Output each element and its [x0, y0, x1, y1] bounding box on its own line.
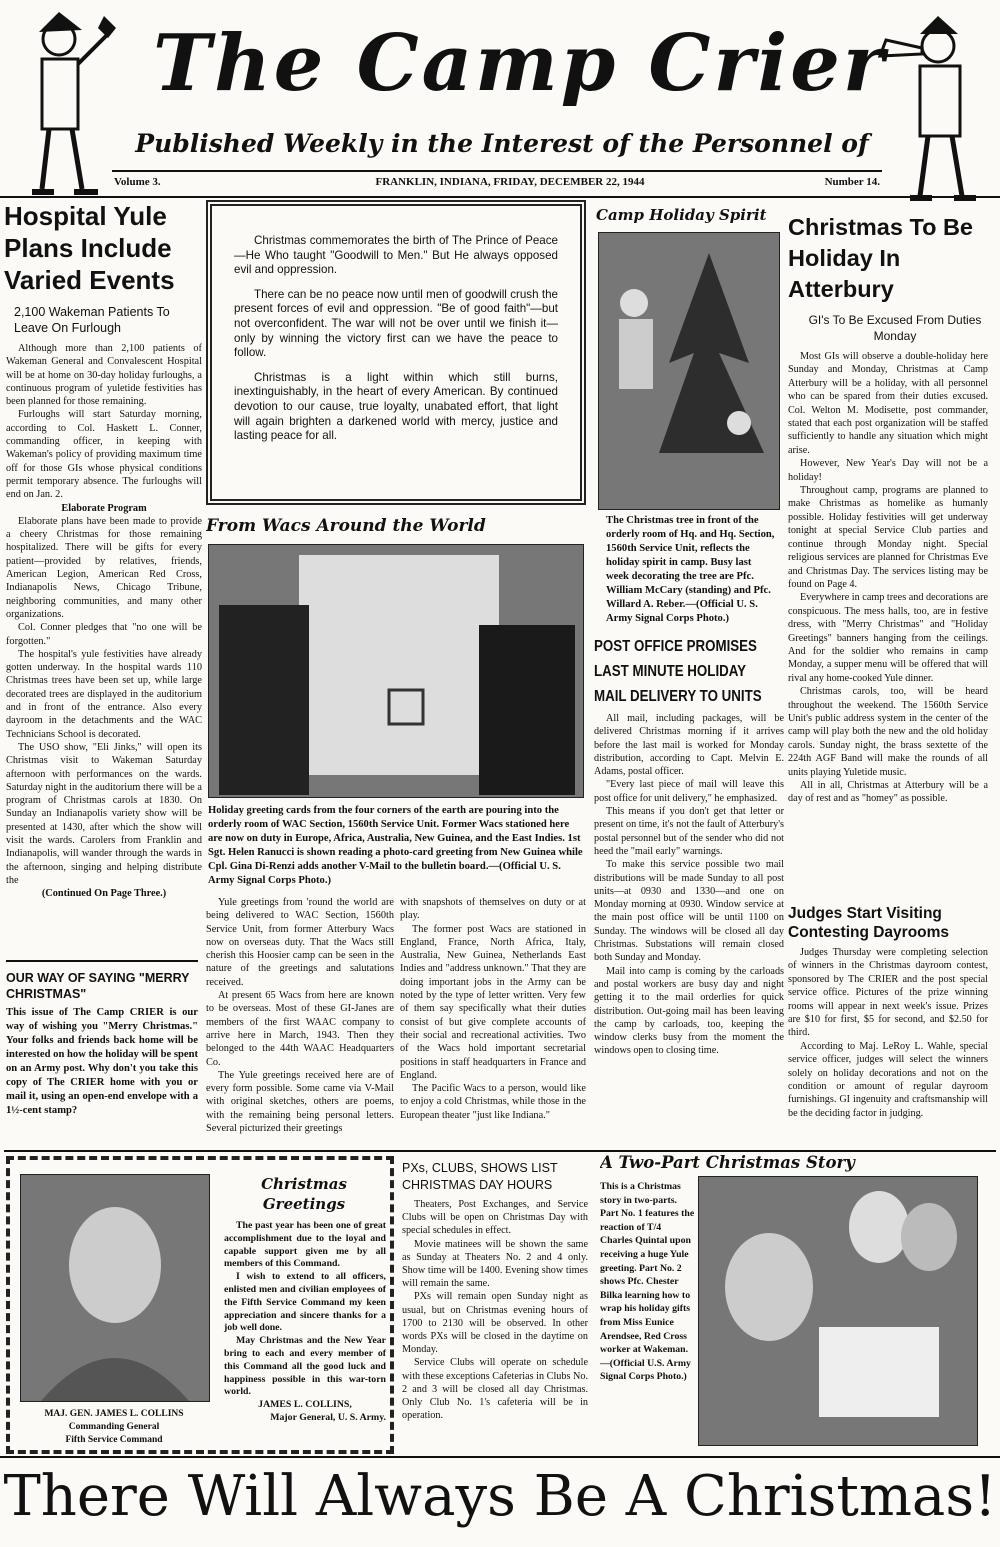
town-crier-left-illustration: [4, 4, 124, 204]
greetings-signature-name: JAMES L. COLLINS,: [258, 1399, 352, 1411]
masthead-title: The Camp Crier: [153, 18, 887, 109]
post-office-para-2: "Every last piece of mail will leave this post office for unit delivery," he emphasized.: [594, 779, 784, 804]
pxs-para-2: Movie matinees will be shown the same as Sunday at Theaters No. 2 and 4 only. Show time will be 1400. Evening show times will remain the same.: [402, 1238, 588, 1290]
general-portrait: [20, 1174, 210, 1402]
bulletin-board-icon: [209, 545, 583, 797]
pxs-para-4: Service Clubs will operate on schedule with these exceptions Cafeterias in Clubs No. 2 and 3 will be closed all day Christmas. Only Club No. 1's cafeteria will be in operation.: [402, 1357, 588, 1422]
editorial-box: [206, 200, 586, 505]
editorial-para-1: Christmas commemorates the birth of The Prince of Peace—He Who taught "Goodwill to Men." But He always opposed evil and oppression.: [234, 234, 558, 277]
our-way-text: This issue of The Camp CRIER is our way of wishing you "Merry Christmas." Your folks and friends back home will be interested on how the holiday will be spent on an Army post. Why don't you take this copy of The CRIER home with you or mail it, using an open-end envelope with a 1½-cent stamp?: [6, 1007, 198, 1116]
hospital-subhead: 2,100 Wakeman Patients To Leave On Furlough: [14, 305, 170, 335]
holiday-para-3: Throughout camp, programs are planned to make Christmas as homelike as humanly possible. Holiday festivities will get underway tonight at special Service Club parties and continue through Monday night. Special religious services are planned for Christmas Eve and Christmas Day. The services listing may be found on Page 4.: [788, 485, 988, 590]
dateline: FRANKLIN, INDIANA, FRIDAY, DECEMBER 22, 1944: [375, 176, 645, 188]
editorial-body: [234, 234, 558, 444]
post-office-headline: POST OFFICE PROMISES LAST MINUTE HOLIDAY MAIL DELIVERY TO UNITS: [594, 638, 762, 705]
post-office-para-3: This means if you don't get that letter or present on time, it's not the fault of Atterbury's postal personnel but of the sender who did not heed the "mail early" warnings.: [594, 806, 784, 857]
elaborate-program-heading: Elaborate Program: [61, 502, 147, 514]
issue-number: Number 14.: [824, 176, 880, 188]
greetings-body: [224, 1220, 386, 1425]
judges-para-2: According to Maj. LeRoy L. Wahle, special service officer, judges will select the winners solely on holiday decorations and not on the condition or amount of regular dayroom furnishings. GI ingenuity and craftsmanship will be the deciding factor in judging.: [788, 1040, 988, 1119]
our-way-headline: OUR WAY OF SAYING "MERRY CHRISTMAS": [6, 971, 190, 1001]
hospital-para-1: Although more than 2,100 patients of Wakeman General and Convalescent Hospital will be at home on 30-day holiday furloughs, a continuous program of yuletide festivities has been planned for those remaining.: [6, 343, 202, 408]
wacs-col2-para-3: The Pacific Wacs to a person, would like to enjoy a cold Christmas, while those in the European theater "just like Indiana.": [400, 1083, 586, 1121]
post-office-para-4: To make this service possible two mail distributions will be made Sunday to all post units—at 0930 and 1330—and one on Monday morning at 0930. Window service at the main post office will be until 1100 on Sunday. The windows will be closed all day Christmas. Substations will remain closed both Sunday and Monday.: [594, 859, 784, 964]
wacs-col2-para-1: with snapshots of themselves on duty or at play.: [400, 897, 586, 922]
christmas-holiday-headline: Christmas To Be Holiday In Atterbury: [788, 214, 973, 302]
footer-banner: There Will Always Be A Christmas!: [3, 1464, 997, 1529]
two-part-heading: A Two-Part Christmas Story: [600, 1153, 855, 1172]
greetings-signature-title: Major General, U. S. Army.: [270, 1411, 386, 1423]
portrait-title-1: Commanding General: [68, 1422, 160, 1432]
wacs-heading: From Wacs Around the World: [206, 516, 486, 536]
holiday-para-2: However, New Year's Day will not be a holiday!: [788, 458, 988, 483]
hospital-para-6: The USO show, "Eli Jinks," will open its Christmas visit to Wakeman Saturday afternoon with performances on the wards. Saturday night in the auditorium there will be a program of Christmas carols at 1830. On Sunday an Indianapolis variety show will be presented at 1430, after which the show will visit the wards. Carolers from Franklin and Indianapolis, will wander through the wards in the afternoon, singing and helping distribute the: [6, 741, 202, 886]
hospital-headline: Hospital Yule Plans Include Varied Events: [4, 201, 175, 295]
hospital-para-4: Col. Conner pledges that "no one will be forgotten.": [6, 622, 202, 647]
christmas-holiday-body: [788, 350, 988, 900]
judges-body: [788, 946, 988, 1142]
christmas-tree-icon: [599, 233, 779, 509]
wacs-photo: [208, 544, 584, 798]
christmas-tree-photo: [598, 232, 780, 510]
hospital-para-3: Elaborate plans have been made to provide a cheery Christmas for those remaining hospitalized. There will be gifts for every patient—provided by relatives, friends, American Legion, American Red Cross, Indianapolis News, Chicago Tribune, neighboring communities, and many other organizations.: [6, 515, 202, 620]
holiday-spirit-caption: The Christmas tree in front of the orderly room of Hq. and Hq. Section, 1560th Service Unit, reflects the holiday spirit in camp. Busy last week decorating the tree are Pfc. William McCary (standing) and Pfc. Willard A. Reber.—(Official U. S. Army Signal Corps Photo.): [606, 515, 775, 624]
pxs-body: [402, 1198, 588, 1454]
pxs-headline: PXs, CLUBS, SHOWS LIST CHRISTMAS DAY HOURS: [402, 1161, 558, 1192]
hospital-para-2: Furloughs will start Saturday morning, according to Col. Haskett L. Conner, commanding officer, in keeping with Wakeman's policy of providing maximum time off for those GIs whose physical conditions permit temporary absence. The furloughs will end on Jan. 2.: [6, 409, 202, 501]
greetings-para-2: I wish to extend to all officers, enlisted men and civilian employees of the Fifth Service Command my keen appreciation and sincere thanks for a job well done.: [224, 1271, 386, 1334]
editorial-para-2: There can be no peace now until men of goodwill crush the present forces of evil and oppression. "Be of good faith"—but not overconfident. The war will not be over until we finish it—only by winning the victory first can we have the peace to follow.: [234, 287, 558, 360]
holiday-para-6: All in all, Christmas at Atterbury will be a day of rest and as "homey" as possible.: [788, 780, 988, 805]
wacs-col1-para-3: The Yule greetings received here are of every form possible. Some came via V-Mail with original sketches, others are poems, with the remaining being personal letters. Several picturized their greetings: [206, 1069, 394, 1135]
hospital-continued: (Continued On Page Three.): [41, 888, 167, 900]
post-office-para-1: All mail, including packages, will be delivered Christmas morning if it arrives before the last mail is worked for Monday distribution, according to Capt. Melvin E. Adams, postal officer.: [594, 713, 784, 778]
post-office-body: [594, 712, 784, 1142]
hospital-body: [6, 342, 202, 948]
pxs-para-3: PXs will remain open Sunday night as usual, but on Christmas evening hours of 1700 to 2130 will be observed. In other words PXs will be closed in the daytime on Monday.: [402, 1291, 588, 1356]
town-crier-right-illustration: [876, 8, 996, 208]
wacs-col2-para-2: The former post Wacs are stationed in England, France, North Africa, Italy, Australia, New Guinea, Netherlands East Indies and "address unknown." That they are doing important jobs in the Army can be noted by the type of letter written. Very few of them say specifically what their duties consist of but give complete accounts of their social and recreational activities. Two of the Wacs hold important secretarial positions in staff headquarters in France and England.: [400, 923, 586, 1081]
holiday-para-5: Christmas carols, too, will be heard throughout the weekend. The 1560th Service Unit's public address system in the center of the camp will play both the new and the old holiday carols. Sunday night, the brass sextette of the 224th AGF Band will make the rounds of all units playing Yuletide music.: [788, 686, 988, 778]
gift-wrapping-icon: [699, 1177, 977, 1445]
greetings-heading: Christmas Greetings: [261, 1175, 347, 1213]
greetings-para-1: The past year has been one of great accomplishment due to the loyal and capable support given me by all members of this Command.: [224, 1220, 386, 1270]
footer-rule: [0, 1456, 1000, 1458]
wacs-col1-para-2: At present 65 Wacs from here are known to be overseas. Most of these GI-Janes are members of the first WAAC company to arrive here in March, 1943. Then they belonged to the 44th WAAC Headquarters Co.: [206, 990, 394, 1068]
greetings-box: [6, 1156, 394, 1454]
wacs-col1: [206, 896, 394, 1144]
christmas-holiday-subhead: GI's To Be Excused From Duties Monday: [808, 313, 982, 343]
wacs-col1-para-1: Yule greetings from 'round the world are being delivered to WAC Section, 1560th Service Unit, from former Atterbury Wacs now on overseas duty. That the Wacs still cherish this Hoosier camp can be seen in the nature of the greetings and salutations received.: [206, 897, 394, 988]
portrait-name: MAJ. GEN. JAMES L. COLLINS: [44, 1409, 184, 1419]
masthead-rule-bottom: [0, 196, 1000, 198]
greetings-para-3: May Christmas and the New Year bring to each and every member of this Command all the good luck and happiness possible in this war-torn world.: [224, 1335, 386, 1398]
judges-headline: Judges Start Visiting Contesting Dayrooms: [788, 905, 950, 941]
portrait-icon: [21, 1175, 209, 1401]
masthead-subtitle: Published Weekly in the Interest of the Personnel of: [135, 129, 869, 158]
judges-para-1: Judges Thursday were completing selection of winners in the Christmas dayroom contest, sponsored by The CRIER and the post special service office. Pictures of the prize winning rooms will appear in next week's issue. Prizes are $10 for first, $5 for second, and $2.50 for third.: [788, 947, 988, 1039]
editorial-para-3: Christmas is a light within which still burns, inextinguishably, in the heart of every American. By continued devotion to our cause, true loyalty, unabated effort, that light will again brighten a darkened world with mercy, justice and lasting peace for all.: [234, 370, 558, 443]
holiday-spirit-heading: Camp Holiday Spirit: [596, 206, 767, 224]
holiday-para-4: Everywhere in camp trees and decorations are conspicuous. The mess halls, too, are in festive dress, with "Merry Christmas" and "Holiday Greetings" banners hanging from the ceilings. And for the soldier who remains in camp Monday, a supper menu will be offered that will rival any home-cooked Yule dinner.: [788, 592, 988, 684]
wacs-col2: [400, 896, 586, 1144]
two-part-photo: [698, 1176, 978, 1446]
post-office-para-5: Mail into camp is coming by the carloads and postal workers are busy day and night getting it to the mail orderlies for quick distribution. Out-going mail has been leaving the camp by carloads, too, keeping the window clerks busy from the moment the windows open to closing time.: [594, 965, 784, 1057]
our-way-box: [6, 960, 198, 1150]
pxs-para-1: Theaters, Post Exchanges, and Service Clubs will be open on Christmas Day with special schedules in effect.: [402, 1199, 588, 1237]
wacs-caption: Holiday greeting cards from the four corners of the earth are pouring into the orderly room of WAC Section, 1560th Service Unit. Former Wacs stationed here are now on duty in Europe, Africa, Australia, New Guinea, and the East Indies. 1st Sgt. Helen Ranucci is shown reading a photo-card greeting from New Guinea while Cpl. Gina Di-Renzi adds another V-Mail to the bulletin board.—(Official U. S. Army Signal Corps Photo.): [208, 805, 583, 886]
hospital-para-5: The hospital's yule festivities have already gotten underway. In the hospital wards 110 Christmas trees have been set up, while large decorated trees are displayed in the auditorium and in front of the entrance. Also every dayroom in the detachments and the WAC Technicians School is decorated.: [6, 648, 202, 740]
portrait-caption: [14, 1408, 214, 1447]
masthead-rule-top: [112, 170, 882, 172]
volume-label: Volume 3.: [114, 176, 161, 188]
portrait-title-2: Fifth Service Command: [65, 1435, 163, 1445]
holiday-para-1: Most GIs will observe a double-holiday here Sunday and Monday, Christmas at Camp Atterbury will be a holiday, with all personnel who can be spared from their duties excused. Col. Welton M. Modisette, post commander, stated that each post organization will be staffed sufficiently to handle any situation which might arise.: [788, 351, 988, 456]
two-part-text: This is a Christmas story in two-parts. Part No. 1 features the reaction of T/4 Charles Quintal upon receiving a huge Yule greeting. Part No. 2 shows Pfc. Chester Bilka learning how to wrap his holiday gifts from Miss Eunice Arendsee, Red Cross worker at Wakeman.—(Official U.S. Army Signal Corps Photo.): [600, 1181, 695, 1383]
